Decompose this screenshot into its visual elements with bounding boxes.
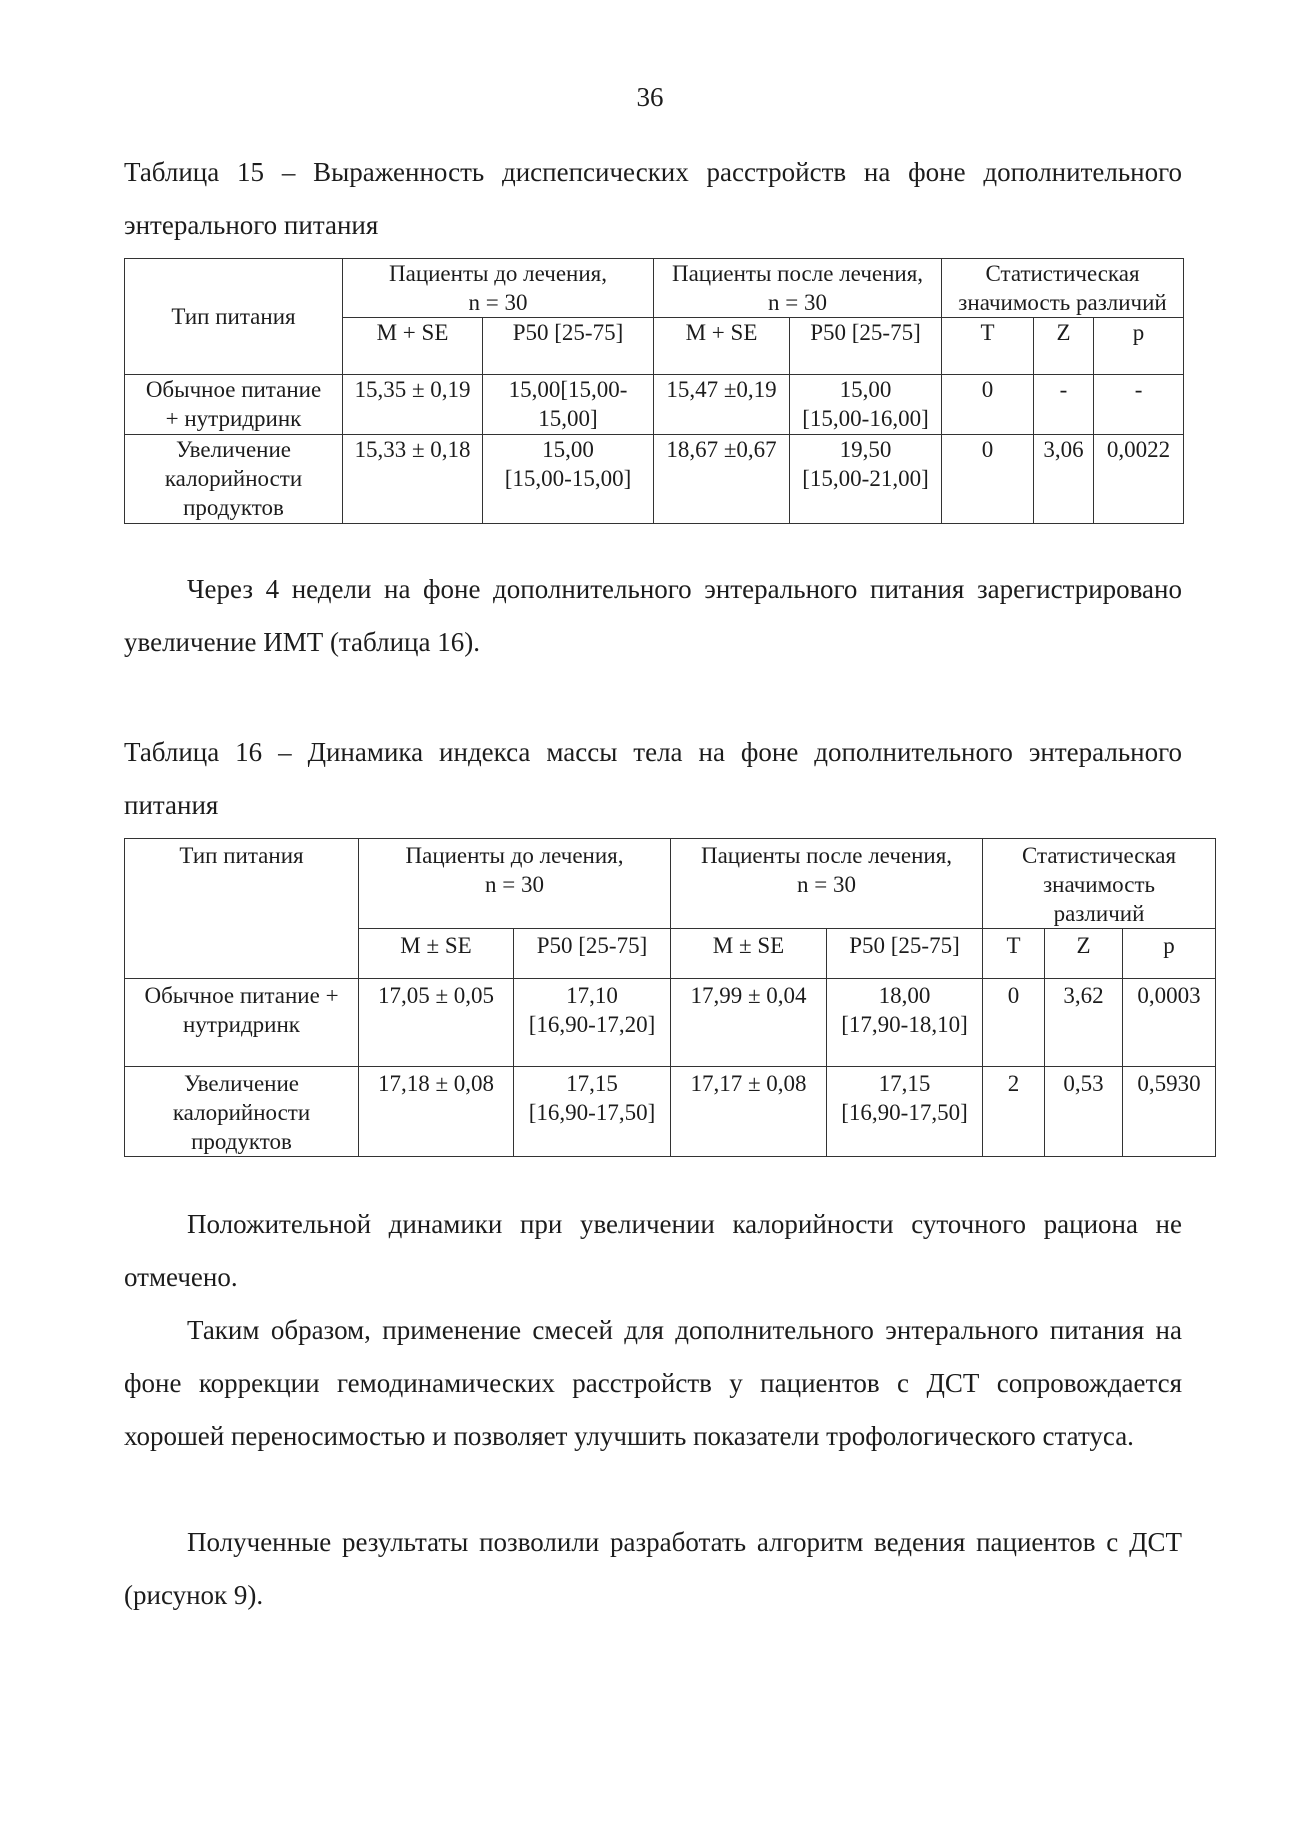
- cell-after-m: 15,47 ±0,19: [654, 375, 790, 435]
- table-15: [124, 258, 1184, 524]
- cell-z: 0,53: [1045, 1067, 1123, 1157]
- cell-after-m: 17,17 ± 0,08: [671, 1067, 827, 1157]
- cell-type: Увеличение калорийности продуктов: [125, 435, 343, 524]
- header-z: Z: [1034, 318, 1094, 375]
- header-p: p: [1123, 929, 1216, 979]
- paragraph-4: Полученные результаты позволили разработать алгоритм ведения пациентов с ДСТ (рисунок 9).: [124, 1527, 1182, 1610]
- cell-after-p50: 17,15 [16,90-17,50]: [827, 1067, 983, 1157]
- cell-before-p50: 17,15 [16,90-17,50]: [514, 1067, 671, 1157]
- header-m-se: M ± SE: [359, 929, 514, 979]
- header-p50: P50 [25-75]: [790, 318, 942, 375]
- cell-type: Увеличение калорийности продуктов: [125, 1067, 359, 1157]
- table-row: [125, 435, 1184, 524]
- cell-before-m: 15,33 ± 0,18: [343, 435, 483, 524]
- table-header-row: [125, 259, 1184, 318]
- paragraph-1: Через 4 недели на фоне дополнительного энтерального питания зарегистрировано увеличение ИМТ (таблица 16).: [124, 574, 1182, 657]
- table-15-caption: Таблица 15 – Выраженность диспепсических расстройств на фоне дополнительного энтерального питания: [124, 157, 1182, 240]
- table-row: [125, 375, 1184, 435]
- header-p: p: [1094, 318, 1184, 375]
- header-m-se: M + SE: [343, 318, 483, 375]
- cell-p: 0,0003: [1123, 979, 1216, 1067]
- cell-p: -: [1094, 375, 1184, 435]
- cell-before-p50: 15,00 [15,00-15,00]: [483, 435, 654, 524]
- cell-type: Обычное питание + нутридринк: [125, 979, 359, 1067]
- paragraph-2: Положительной динамики при увеличении калорийности суточного рациона не отмечено.: [124, 1209, 1182, 1292]
- header-p50: P50 [25-75]: [827, 929, 983, 979]
- header-stat: Статистическая значимость различий: [983, 839, 1216, 929]
- cell-t: 2: [983, 1067, 1045, 1157]
- cell-z: 3,06: [1034, 435, 1094, 524]
- header-before: Пациенты до лечения, n = 30: [343, 259, 654, 318]
- cell-after-m: 18,67 ±0,67: [654, 435, 790, 524]
- cell-after-m: 17,99 ± 0,04: [671, 979, 827, 1067]
- table-row: [125, 1067, 1216, 1157]
- table-row: [125, 979, 1216, 1067]
- cell-before-p50: 15,00[15,00- 15,00]: [483, 375, 654, 435]
- header-p50: P50 [25-75]: [483, 318, 654, 375]
- cell-after-p50: 18,00 [17,90-18,10]: [827, 979, 983, 1067]
- header-t: T: [983, 929, 1045, 979]
- cell-before-m: 15,35 ± 0,19: [343, 375, 483, 435]
- header-type: Тип питания: [125, 259, 343, 375]
- header-m-se: M ± SE: [671, 929, 827, 979]
- cell-type: Обычное питание + нутридринк: [125, 375, 343, 435]
- cell-t: 0: [983, 979, 1045, 1067]
- cell-after-p50: 19,50 [15,00-21,00]: [790, 435, 942, 524]
- cell-p: 0,0022: [1094, 435, 1184, 524]
- page-number: 36: [636, 82, 664, 112]
- cell-before-m: 17,18 ± 0,08: [359, 1067, 514, 1157]
- header-after: Пациенты после лечения, n = 30: [654, 259, 942, 318]
- header-p50: P50 [25-75]: [514, 929, 671, 979]
- table-16-caption: Таблица 16 – Динамика индекса массы тела на фоне дополнительного энтерального питания: [124, 737, 1182, 820]
- header-z: Z: [1045, 929, 1123, 979]
- cell-after-p50: 15,00 [15,00-16,00]: [790, 375, 942, 435]
- header-after: Пациенты после лечения, n = 30: [671, 839, 983, 929]
- cell-p: 0,5930: [1123, 1067, 1216, 1157]
- header-t: T: [942, 318, 1034, 375]
- cell-before-p50: 17,10 [16,90-17,20]: [514, 979, 671, 1067]
- cell-z: -: [1034, 375, 1094, 435]
- table-header-row: [125, 839, 1216, 929]
- header-m-se: M + SE: [654, 318, 790, 375]
- header-before: Пациенты до лечения, n = 30: [359, 839, 671, 929]
- cell-z: 3,62: [1045, 979, 1123, 1067]
- table-16: [124, 838, 1216, 1157]
- paragraph-3: Таким образом, применение смесей для дополнительного энтерального питания на фоне коррекции гемодинамических расстройств у пациентов с ДСТ сопровождается хорошей переносимостью и позволяет улучшить показатели трофологического статуса.: [124, 1315, 1182, 1451]
- cell-t: 0: [942, 435, 1034, 524]
- header-stat: Статистическая значимость различий: [942, 259, 1184, 318]
- cell-t: 0: [942, 375, 1034, 435]
- header-type: Тип питания: [125, 839, 359, 979]
- cell-before-m: 17,05 ± 0,05: [359, 979, 514, 1067]
